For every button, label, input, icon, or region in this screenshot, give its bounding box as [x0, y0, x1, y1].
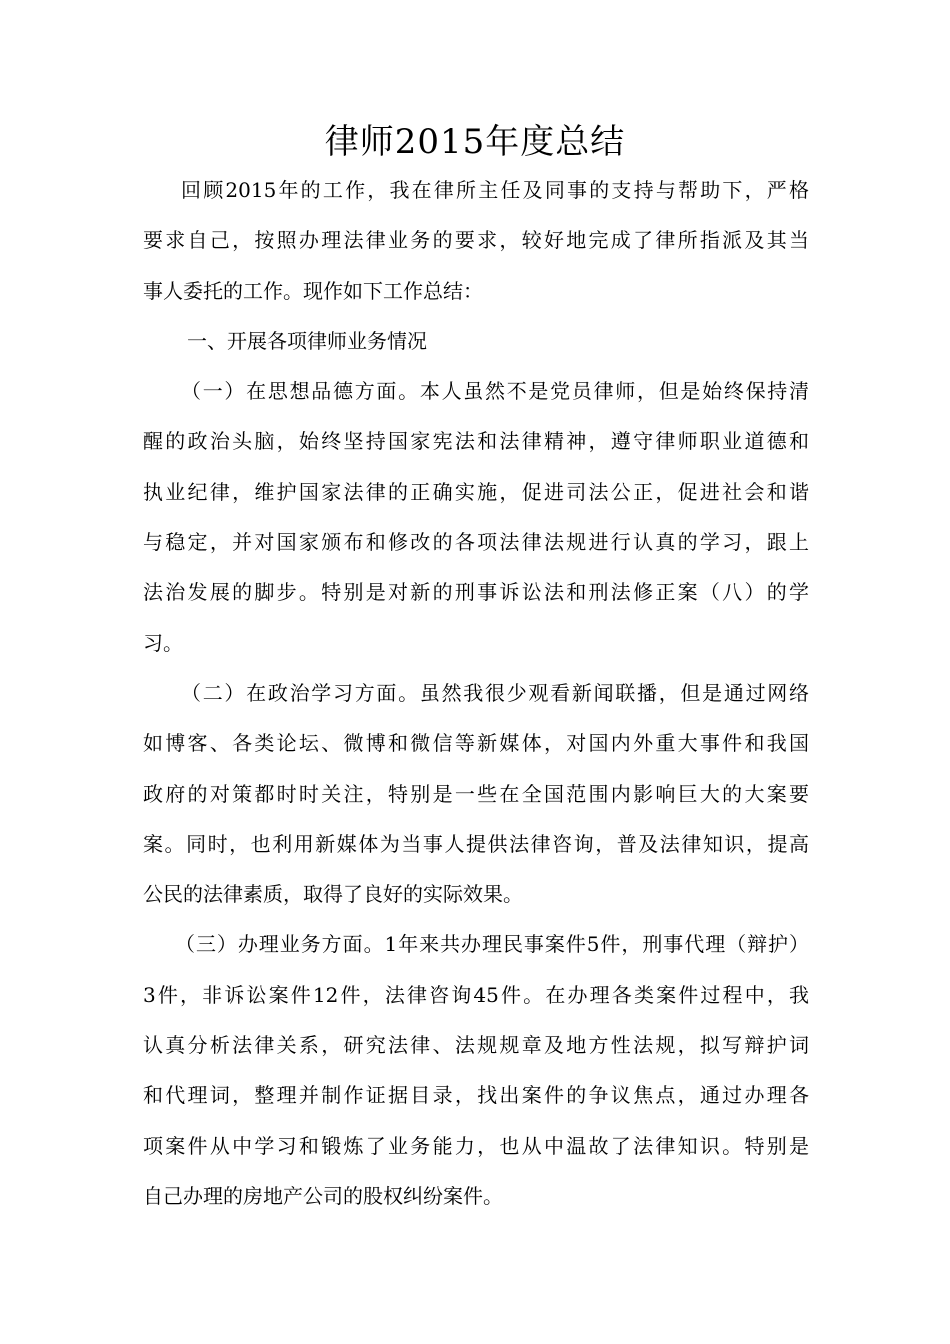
paragraph-line: （一）在思想品德方面。本人虽然不是党员律师，但是始终保持清 [181, 379, 809, 404]
paragraph-line: 法治发展的脚步。特别是对新的刑事诉讼法和刑法修正案（八）的学 [143, 580, 809, 605]
paragraph-line: 认真分析法律关系，研究法律、法规规章及地方性法规，拟写辩护词 [143, 1033, 809, 1058]
paragraph-line: 如博客、各类论坛、微博和微信等新媒体，对国内外重大事件和我国 [143, 731, 809, 756]
section-heading: 一、开展各项律师业务情况 [187, 328, 427, 353]
paragraph-line: 与稳定，并对国家颁布和修改的各项法律法规进行认真的学习，跟上 [143, 530, 809, 555]
paragraph-line: 回顾2015年的工作，我在律所主任及同事的支持与帮助下，严格 [181, 178, 809, 202]
paragraph-line: （三）办理业务方面。1年来共办理民事案件5件，刑事代理（辩护） [175, 932, 809, 957]
paragraph-line: 习。 [143, 630, 183, 655]
paragraph-line: 项案件从中学习和锻炼了业务能力，也从中温故了法律知识。特别是 [143, 1133, 809, 1158]
paragraph-line: （二）在政治学习方面。虽然我很少观看新闻联播，但是通过网络 [181, 680, 809, 705]
paragraph-line: 案。同时，也利用新媒体为当事人提供法律咨询，普及法律知识，提高 [143, 831, 809, 856]
paragraph-line: 3件，非诉讼案件12件，法律咨询45件。在办理各类案件过程中，我 [143, 982, 809, 1007]
paragraph-line: 和代理词，整理并制作证据目录，找出案件的争议焦点，通过办理各 [143, 1083, 809, 1108]
document-body [143, 165, 809, 1221]
paragraph-line: 执业纪律，维护国家法律的正确实施，促进司法公正，促进社会和谐 [143, 479, 809, 504]
document-title: 律师2015年度总结 [324, 122, 626, 162]
paragraph-line: 要求自己，按照办理法律业务的要求，较好地完成了律所指派及其当 [143, 228, 809, 253]
paragraph-line: 自己办理的房地产公司的股权纠纷案件。 [143, 1183, 503, 1208]
paragraph-line: 醒的政治头脑，始终坚持国家宪法和法律精神，遵守律师职业道德和 [143, 429, 809, 454]
paragraph-line: 公民的法律素质，取得了良好的实际效果。 [143, 882, 523, 907]
paragraph-line: 事人委托的工作。现作如下工作总结： [143, 278, 483, 303]
paragraph-line: 政府的对策都时时关注，特别是一些在全国范围内影响巨大的大案要 [143, 781, 809, 806]
